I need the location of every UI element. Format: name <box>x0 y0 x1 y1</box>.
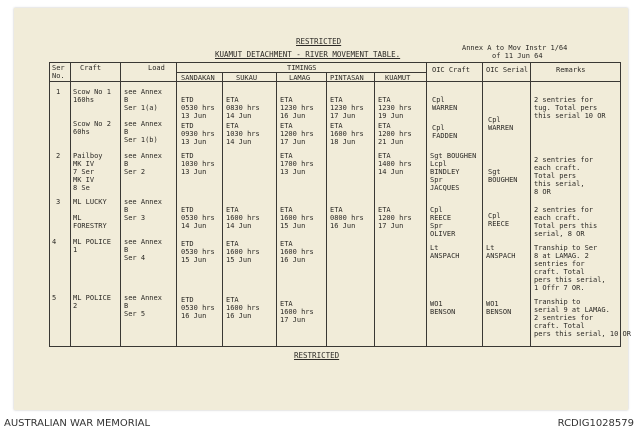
table-cell: ETA 1600 hrs 16 Jun <box>280 240 314 264</box>
table-cell: Tranship to Ser 8 at LAMAG. 2 sentries for craft. Total pers this serial, 1 Offr 7 OR. <box>534 244 606 292</box>
table-cell: see Annex B Ser 3 <box>124 198 162 222</box>
col-rule <box>530 62 531 346</box>
table-cell: 2 <box>56 152 61 160</box>
col-rule <box>176 62 177 346</box>
table-cell: ETA 1230 hrs 17 Jun <box>330 96 364 120</box>
classification-bottom: RESTRICTED <box>294 351 340 360</box>
table-cell: ETD 1030 hrs 13 Jun <box>181 152 215 176</box>
col-rule <box>222 72 223 346</box>
archive-name: AUSTRALIAN WAR MEMORIAL <box>4 418 151 429</box>
table-cell: ETA 1200 hrs 17 Jun <box>280 122 314 146</box>
table-cell: ETD 0930 hrs 13 Jun <box>181 122 215 146</box>
table-cell: 2 sentries for each craft. Total pers this serial, 8 OR <box>534 206 598 238</box>
header-load: Load <box>148 64 165 72</box>
table-cell: WO1 BENSON <box>486 300 512 316</box>
table-cell: Lt ANSPACH <box>486 244 516 260</box>
classification-top: RESTRICTED <box>296 37 342 46</box>
table-cell: ETD 0530 hrs 15 Jun <box>181 240 215 264</box>
header-pintasan: PINTASAN <box>330 74 364 82</box>
annex-date: of 11 Jun 64 <box>492 52 543 60</box>
table-cell: ETA 1600 hrs 15 Jun <box>280 206 314 230</box>
table-cell: 4 <box>52 238 57 246</box>
col-rule <box>426 62 427 346</box>
table-cell: ETA 1200 hrs 21 Jun <box>378 122 412 146</box>
table-cell: Scow No 2 60hs <box>73 120 111 136</box>
table-cell: ML POLICE 1 <box>73 238 111 254</box>
table-cell: Tranship to serial 9 at LAMAG. 2 sentries for craft. Total pers this serial, 10 OR <box>534 298 631 338</box>
table-cell: Lt ANSPACH <box>430 244 460 260</box>
table-cell: see Annex B Ser 2 <box>124 152 162 176</box>
col-rule <box>70 62 71 346</box>
header-sukau: SUKAU <box>236 74 258 82</box>
table-cell: ETD 0530 hrs 13 Jun <box>181 96 215 120</box>
table-cell: see Annex B Ser 5 <box>124 294 162 318</box>
table-cell: 3 <box>56 198 61 206</box>
table-cell: Sgt BOUGHEN <box>488 168 518 184</box>
table-cell: Scow No 1 160hs <box>73 88 111 104</box>
table-cell: ETA 0830 hrs 14 Jun <box>226 96 260 120</box>
table-cell: ETA 1600 hrs 14 Jun <box>226 206 260 230</box>
table-cell: Cpl WARREN <box>432 96 458 112</box>
table-cell: ETA 1600 hrs 18 Jun <box>330 122 364 146</box>
table-cell: 2 sentries for tug. Total pers this serial 10 OR <box>534 96 606 120</box>
table-cell: see Annex B Ser 1(b) <box>124 120 162 144</box>
header-oic-craft: OIC Craft <box>432 66 470 74</box>
table-cell: 2 sentries for each craft. Total pers this serial, 8 OR <box>534 156 594 196</box>
col-rule <box>49 62 50 346</box>
table-cell: Cpl REECE Spr OLIVER <box>430 206 456 238</box>
col-rule <box>482 62 483 346</box>
table-cell: ETA 1700 hrs 13 Jun <box>280 152 314 176</box>
table-top-rule <box>49 62 621 63</box>
table-cell: 1 <box>56 88 61 96</box>
table-cell: see Annex B Ser 4 <box>124 238 162 262</box>
table-cell: Cpl REECE <box>488 212 510 228</box>
table-cell: ETA 1600 hrs 15 Jun <box>226 240 260 264</box>
table-cell: ML LUCKY ML FORESTRY <box>73 198 107 230</box>
timings-rule <box>176 72 426 73</box>
header-oic-serial: OIC Serial <box>486 66 529 74</box>
table-bottom-rule <box>49 346 621 347</box>
table-cell: WO1 BENSON <box>430 300 456 316</box>
header-timings: TIMINGS <box>287 64 317 72</box>
header-sandakan: SANDAKAN <box>181 74 215 82</box>
table-cell: ETA 1400 hrs 14 Jun <box>378 152 412 176</box>
table-cell: Sgt BOUGHEN Lcpl BINDLEY Spr JACQUES <box>430 152 477 192</box>
col-rule <box>374 72 375 346</box>
header-kuamut: KUAMUT <box>385 74 411 82</box>
table-cell: see Annex B Ser 1(a) <box>124 88 162 112</box>
table-cell: 5 <box>52 294 57 302</box>
header-lamag: LAMAG <box>289 74 311 82</box>
table-cell: Pailboy MK IV 7 Ser MK IV 8 Se <box>73 152 103 192</box>
table-cell: ETA 1030 hrs 14 Jun <box>226 122 260 146</box>
table-cell: Cpl FADDEN <box>432 124 458 140</box>
header-ser-no: Ser No. <box>52 64 65 80</box>
document-title: KUAMUT DETACHMENT - RIVER MOVEMENT TABLE. <box>215 50 401 59</box>
table-cell: ETA 0800 hrs 16 Jun <box>330 206 364 230</box>
table-cell: ETA 1200 hrs 17 Jun <box>378 206 412 230</box>
table-cell: ETA 1600 hrs 17 Jun <box>280 300 314 324</box>
table-cell: ETA 1230 hrs 16 Jun <box>280 96 314 120</box>
table-cell: ETD 0530 hrs 14 Jun <box>181 206 215 230</box>
table-cell: Cpl WARREN <box>488 116 514 132</box>
header-remarks: Remarks <box>556 66 586 74</box>
header-craft: Craft <box>80 64 102 72</box>
annex-reference: Annex A to Mov Instr 1/64 <box>462 44 568 52</box>
table-cell: ML POLICE 2 <box>73 294 111 310</box>
col-rule <box>326 72 327 346</box>
table-cell: ETA 1230 hrs 19 Jun <box>378 96 412 120</box>
col-rule <box>120 62 121 346</box>
col-rule <box>276 72 277 346</box>
archive-id: RCDIG1028579 <box>557 418 634 429</box>
table-cell: ETD 0530 hrs 16 Jun <box>181 296 215 320</box>
archive-footer <box>0 414 640 434</box>
table-cell: ETA 1600 hrs 16 Jun <box>226 296 260 320</box>
